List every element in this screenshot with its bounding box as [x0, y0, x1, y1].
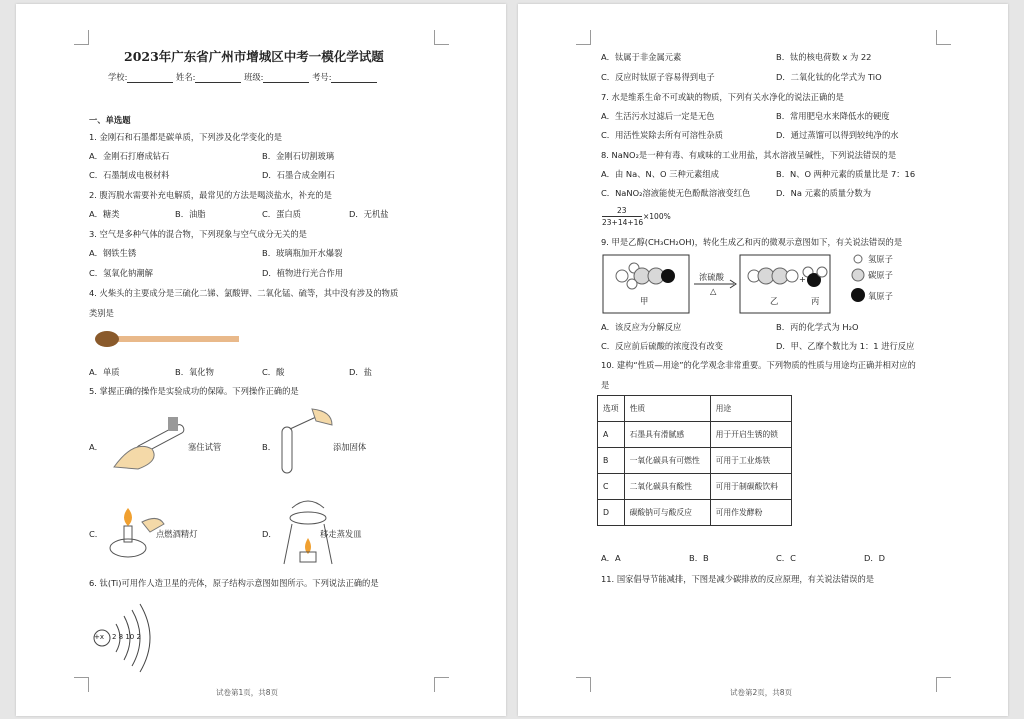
reaction-label-bing: 丙: [811, 296, 820, 306]
school-label: 学校:: [108, 72, 128, 82]
q1-option-c: C．石墨制成电极材料: [89, 170, 170, 180]
q7-option-c: C．用活性炭除去所有可溶性杂质: [601, 130, 723, 140]
reaction-plus: +: [799, 274, 806, 284]
table-cell: 可用于制碳酸饮料: [710, 474, 791, 500]
q3-option-c: C．氢氧化钠潮解: [89, 268, 153, 278]
q2-option-c: C．蛋白质: [262, 209, 301, 219]
q1-stem: 1. 金刚石和石墨都是碳单质，下列涉及化学变化的是: [89, 132, 283, 142]
q5-option-b: 添加固体: [333, 442, 367, 452]
table-header-row: [598, 396, 792, 422]
q10-option-b: B．B: [689, 553, 709, 563]
q7-option-b: B．常用肥皂水来降低水的硬度: [776, 111, 890, 121]
q8-fraction-numerator: 23: [617, 206, 627, 215]
q10-option-c: C．C: [776, 553, 796, 563]
exam-no-label: 考号:: [312, 72, 332, 82]
table-cell: 一氧化碳具有可燃性: [624, 448, 710, 474]
q5-letter-b: B．: [262, 442, 276, 452]
exam-page-1: [16, 4, 506, 716]
class-field[interactable]: [263, 74, 309, 83]
reaction-arrow-condition: 浓硫酸: [699, 272, 724, 282]
crop-mark-top-right: [434, 30, 449, 45]
q5-letter-d: D．: [262, 529, 277, 539]
crop-mark-bottom-left: [576, 677, 591, 692]
q5-option-a: 塞住试管: [188, 442, 222, 452]
q10-stem: 10. 建构“性质—用途”的化学观念非常重要。下列物质的性质与用途均正确并相对应的: [601, 360, 916, 370]
q10-table: [597, 395, 792, 526]
q9-stem: 9. 甲是乙醇(CH₃CH₂OH)，转化生成乙和丙的微观示意图如下，有关说法错误的是: [601, 237, 903, 247]
q6-option-d: D．二氧化钛的化学式为 TiO: [776, 72, 882, 82]
q4-stem: 4. 火柴头的主要成分是三硫化二锑、氯酸钾、二氧化锰、硫等，其中没有涉及的物质: [89, 288, 399, 298]
q7-option-d: D．通过蒸馏可以得到较纯净的水: [776, 130, 899, 140]
q6-option-b: B．钛的核电荷数 x 为 22: [776, 52, 872, 62]
q4-option-c: C．酸: [262, 367, 285, 377]
reaction-label-jia: 甲: [640, 296, 649, 306]
page-footer: 试卷第2页，共8页: [730, 688, 793, 697]
table-cell: 可用于工业炼铁: [710, 448, 791, 474]
table-cell: 碳酸钠可与酸反应: [624, 500, 710, 526]
reaction-diagram: [602, 254, 832, 316]
class-label: 班级:: [244, 72, 264, 82]
crop-mark-bottom-right: [936, 677, 951, 692]
q5-stem: 5. 掌握正确的操作是实验成功的保障。下列操作正确的是: [89, 386, 299, 396]
reaction-label-yi: 乙: [770, 296, 779, 306]
table-header-cell: 用途: [710, 396, 791, 422]
exam-page-2: [518, 4, 1008, 716]
legend-oxygen: 氧原子: [868, 291, 893, 301]
table-cell: C: [598, 474, 625, 500]
table-cell: B: [598, 448, 625, 474]
table-header-cell: 选项: [598, 396, 625, 422]
q2-option-a: A．糖类: [89, 209, 120, 219]
q10-stem-cont: 是: [601, 380, 610, 390]
q8-option-b: B．N、O 两种元素的质量比是 7：16: [776, 169, 916, 179]
q7-option-a: A．生活污水过滤后一定是无色: [601, 111, 715, 121]
legend-carbon: 碳原子: [868, 270, 893, 280]
q9-option-a: A．该反应为分解反应: [601, 322, 682, 332]
add-solid-tube-image: [276, 407, 336, 477]
table-cell: 用于开启生锈的锁: [710, 422, 791, 448]
table-row: [598, 500, 792, 526]
q8-option-d: D．Na 元素的质量分数为: [776, 188, 871, 198]
q2-option-b: B．油脂: [175, 209, 206, 219]
q4-option-d: D．盐: [349, 367, 372, 377]
q2-option-d: D．无机盐: [349, 209, 389, 219]
q3-option-b: B．玻璃瓶加开水爆裂: [262, 248, 343, 258]
q3-option-a: A．钢铁生锈: [89, 248, 137, 258]
crop-mark-bottom-right: [434, 677, 449, 692]
q8-stem: 8. NaNO₂是一种有毒、有咸味的工业用盐，其水溶液呈碱性，下列说法错误的是: [601, 150, 897, 160]
q9-option-c: C．反应前后硫酸的浓度没有改变: [601, 341, 723, 351]
atom-shells-label: 2 8 10 2: [112, 633, 141, 641]
crop-mark-bottom-left: [74, 677, 89, 692]
q8-fraction-tail: ×100%: [643, 212, 671, 221]
crop-mark-top-left: [74, 30, 89, 45]
q9-option-b: B．丙的化学式为 H₂O: [776, 322, 859, 332]
q7-stem: 7. 水是维系生命不可或缺的物质，下列有关水净化的说法正确的是: [601, 92, 844, 102]
matchstick-image: [93, 330, 243, 350]
q1-option-b: B．金刚石切割玻璃: [262, 151, 335, 161]
q1-option-a: A．金刚石打磨成钻石: [89, 151, 170, 161]
reaction-arrow-heat: △: [710, 286, 717, 296]
exam-no-field[interactable]: [331, 74, 377, 83]
table-cell: D: [598, 500, 625, 526]
q5-option-d: 移走蒸发皿: [320, 529, 362, 539]
crop-mark-top-right: [936, 30, 951, 45]
q6-option-c: C．反应时钛原子容易得到电子: [601, 72, 715, 82]
q8-option-a: A．由 Na、N、O 三种元素组成: [601, 169, 719, 179]
table-cell: 可用作发酵粉: [710, 500, 791, 526]
name-field[interactable]: [195, 74, 241, 83]
q5-letter-a: A．: [89, 442, 103, 452]
q4-option-b: B．氧化物: [175, 367, 214, 377]
table-header-cell: 性质: [624, 396, 710, 422]
q9-option-d: D．甲、乙摩个数比为 1：1 进行反应: [776, 341, 915, 351]
atom-legend: [850, 253, 870, 303]
q5-letter-c: C．: [89, 529, 104, 539]
q3-option-d: D．植物进行光合作用: [262, 268, 344, 278]
q4-stem-cont: 类别是: [89, 308, 114, 318]
table-cell: 二氧化碳具有酸性: [624, 474, 710, 500]
table-cell: 石墨具有滑腻感: [624, 422, 710, 448]
q1-option-d: D．石墨合成金刚石: [262, 170, 335, 180]
q6-stem: 6. 钛(Ti)可用作人造卫星的壳体，原子结构示意图如图所示。下列说法正确的是: [89, 578, 379, 588]
crop-mark-top-left: [576, 30, 591, 45]
q10-option-a: A．A: [601, 553, 621, 563]
q5-option-c: 点燃酒精灯: [156, 529, 198, 539]
page-footer: 试卷第1页，共8页: [216, 688, 279, 697]
table-cell: A: [598, 422, 625, 448]
name-label: 姓名:: [176, 72, 196, 82]
student-info-line: [108, 72, 377, 83]
page-title: 2023年广东省广州市增城区中考一模化学试题: [124, 49, 384, 64]
atom-nucleus-label: +x: [94, 633, 105, 641]
q8-fraction-bar: [602, 216, 642, 217]
q8-option-c: C．NaNO₂溶液能使无色酚酞溶液变红色: [601, 188, 751, 198]
q2-stem: 2. 腹泻脱水需要补充电解质，最常见的方法是喝淡盐水，补充的是: [89, 190, 332, 200]
legend-hydrogen: 氢原子: [868, 254, 893, 264]
q6-option-a: A．钛属于非金属元素: [601, 52, 682, 62]
section-title: 一、单选题: [89, 115, 131, 125]
q3-stem: 3. 空气是多种气体的混合物，下列现象与空气成分无关的是: [89, 229, 307, 239]
school-field[interactable]: [127, 74, 173, 83]
table-row: [598, 448, 792, 474]
q11-stem: 11. 国家倡导节能减排，下图是减少碳排放的反应原理，有关说法错误的是: [601, 574, 875, 584]
q4-option-a: A．单质: [89, 367, 120, 377]
table-row: [598, 422, 792, 448]
q10-option-d: D．D: [864, 553, 886, 563]
q8-fraction-denominator: 23+14+16: [602, 218, 644, 227]
table-row: [598, 474, 792, 500]
